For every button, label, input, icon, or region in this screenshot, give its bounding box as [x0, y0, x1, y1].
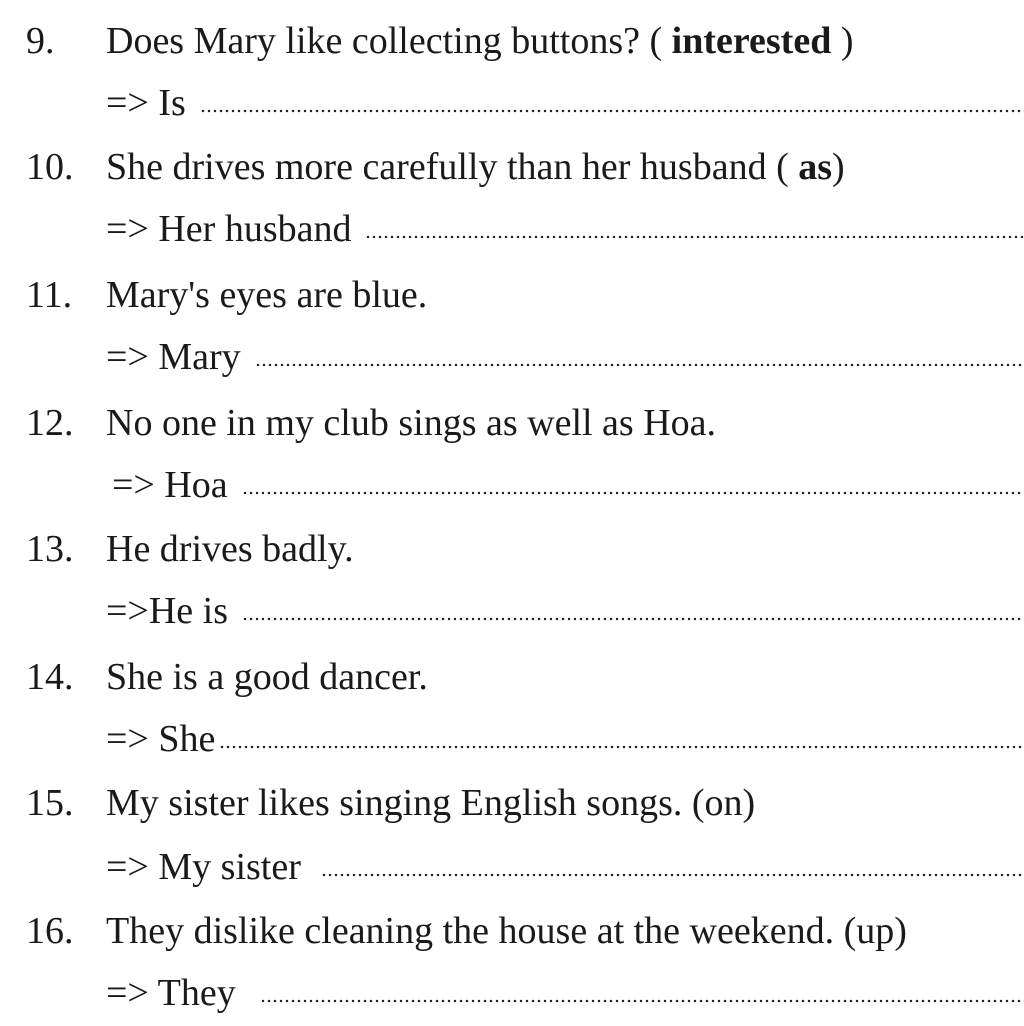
answer-dotted-line[interactable] — [242, 617, 1024, 621]
answer-dotted-line[interactable] — [260, 999, 1024, 1003]
exercise-16-prompt — [0, 912, 1024, 972]
exercise-12-answer[interactable] — [0, 466, 1024, 526]
exercise-16-answer[interactable] — [0, 974, 1024, 1026]
keyword: interested — [671, 20, 832, 62]
answer-dotted-line[interactable] — [365, 235, 1024, 239]
exercise-number: 15. — [26, 782, 74, 824]
exercise-number: 10. — [26, 146, 74, 188]
answer-prefix: =>He is — [106, 590, 229, 632]
exercise-number: 9. — [26, 20, 55, 62]
exercise-10-answer[interactable] — [0, 210, 1024, 270]
exercise-sentence: They dislike cleaning the house at the weekend. (up) — [106, 910, 907, 952]
answer-prefix: => My sister — [106, 846, 301, 888]
exercise-9-prompt — [0, 22, 1024, 82]
exercise-14-answer[interactable] — [0, 720, 1024, 780]
answer-dotted-line[interactable] — [255, 363, 1024, 367]
answer-dotted-line[interactable] — [200, 109, 1024, 113]
exercise-sentence: No one in my club sings as well as Hoa. — [106, 402, 717, 444]
answer-prefix: => Her husband — [106, 208, 352, 250]
exercise-sentence: He drives badly. — [106, 528, 354, 570]
answer-dotted-line[interactable] — [219, 745, 1024, 749]
answer-prefix: => They — [106, 972, 236, 1014]
exercise-sentence: Does Mary like collecting buttons? ( interested ) — [106, 20, 854, 62]
answer-prefix: => Mary — [106, 336, 241, 378]
exercise-sentence: Mary's eyes are blue. — [106, 274, 428, 316]
exercise-9-answer[interactable] — [0, 84, 1024, 144]
exercise-number: 11. — [26, 274, 73, 316]
exercise-13-answer[interactable] — [0, 592, 1024, 652]
answer-prefix: => Hoa — [112, 464, 228, 506]
exercise-sentence: She is a good dancer. — [106, 656, 428, 698]
exercise-number: 16. — [26, 910, 74, 952]
exercise-11-answer[interactable] — [0, 338, 1024, 398]
exercise-10-prompt — [0, 148, 1024, 208]
exercise-sentence: She drives more carefully than her husband ( as) — [106, 146, 845, 188]
exercise-sentence: My sister likes singing English songs. (on) — [106, 782, 756, 824]
keyword: as — [798, 146, 833, 188]
exercise-15-prompt — [0, 784, 1024, 844]
exercise-number: 14. — [26, 656, 74, 698]
exercise-13-prompt — [0, 530, 1024, 590]
answer-prefix: => Is — [106, 82, 186, 124]
exercise-14-prompt — [0, 658, 1024, 718]
answer-dotted-line[interactable] — [242, 491, 1024, 495]
exercise-number: 12. — [26, 402, 74, 444]
exercise-12-prompt — [0, 404, 1024, 464]
exercise-number: 13. — [26, 528, 74, 570]
answer-dotted-line[interactable] — [321, 873, 1024, 877]
exercise-15-answer[interactable] — [0, 848, 1024, 908]
answer-prefix: => She — [106, 718, 216, 760]
exercise-11-prompt — [0, 276, 1024, 336]
